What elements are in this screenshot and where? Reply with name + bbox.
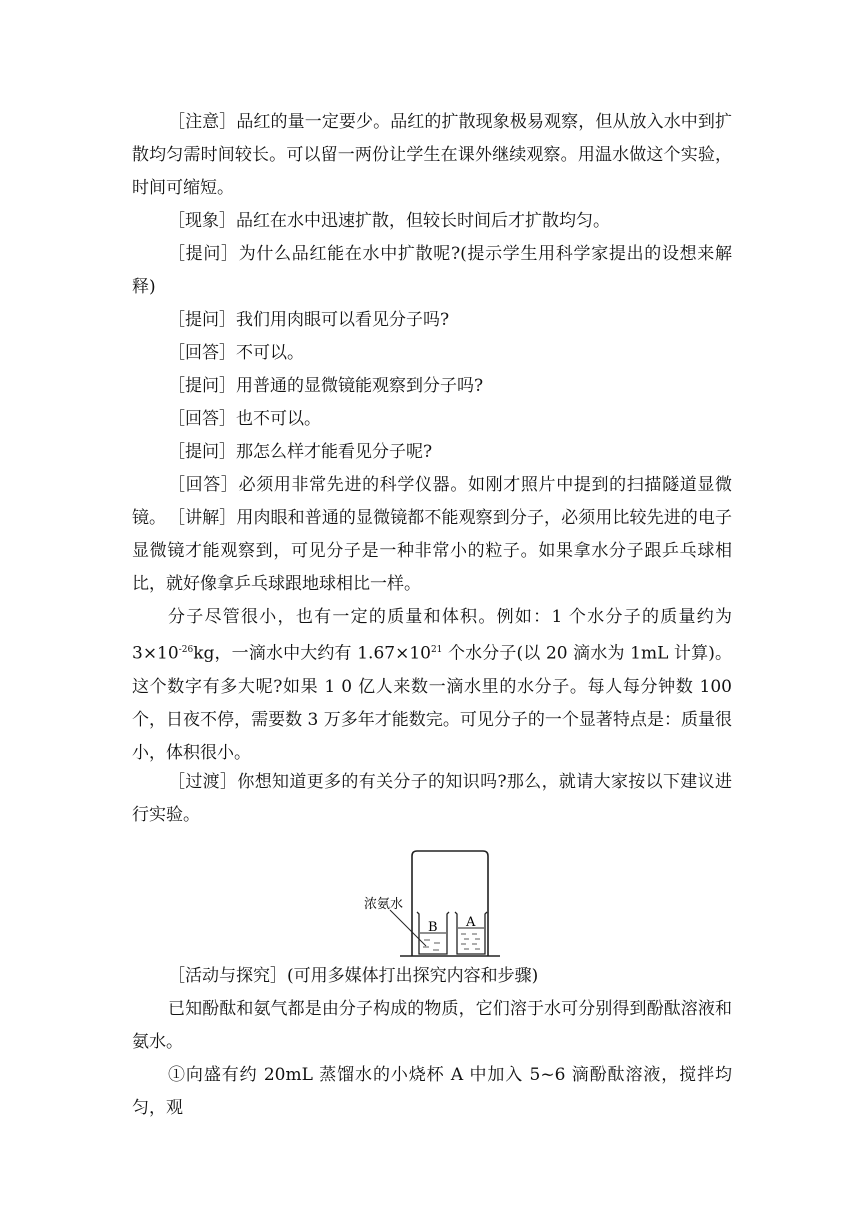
answer-paragraph-3: ［回答］必须用非常先进的科学仪器。如刚才照片中提到的扫描隧道显微镜。 (132, 475, 732, 528)
beaker-a-liquid (461, 934, 480, 949)
experiment-figure (360, 848, 520, 958)
question-paragraph-3: ［提问］用普通的显微镜能观察到分子吗? (168, 376, 484, 396)
known-facts-paragraph: 已知酚酞和氨气都是由分子构成的物质，它们溶于水可分别得到酚酞溶液和氨水。 (132, 999, 732, 1052)
exponent-1: -26 (178, 645, 194, 655)
beaker-diagram (360, 848, 520, 958)
answer-paragraph-2: ［回答］也不可以。 (168, 409, 321, 429)
exponent-2: 21 (430, 645, 443, 655)
question-paragraph-2: ［提问］我们用肉眼可以看见分子吗? (168, 310, 450, 330)
answer-paragraph-1: ［回答］不可以。 (168, 343, 304, 363)
molecule-text-b: kg，一滴水中大约有 1.67×10 (193, 643, 431, 664)
step-one-paragraph: ①向盛有约 20mL 蒸馏水的小烧杯 A 中加入 5~6 滴酚酞溶液，搅拌均匀，观 (132, 1065, 732, 1118)
label-leader-line (390, 910, 426, 946)
large-beaker (412, 851, 488, 956)
explanation-paragraph: ［讲解］用肉眼和普通的显微镜都不能观察到分子，必须用比较先进的电子显微镜才能观察到，可见分子是一种非常小的粒子。如果拿水分子跟乒乓球相比，就好像拿乒乓球跟地球相比一样。 (132, 508, 732, 594)
molecule-size-paragraph (132, 601, 732, 770)
question-paragraph-1: ［提问］为什么品红能在水中扩散呢?(提示学生用科学家提出的设想来解释) (132, 244, 732, 297)
question-paragraph-4: ［提问］那怎么样才能看见分子呢? (168, 442, 433, 462)
activity-paragraph: ［活动与探究］(可用多媒体打出探究内容和步骤) (168, 966, 539, 986)
beaker-a-label: A (466, 915, 476, 930)
ammonia-label: 浓氨水 (364, 897, 404, 912)
note-paragraph: ［注意］品红的量一定要少。品红的扩散现象极易观察，但从放入水中到扩散均匀需时间较长。可以留一两份让学生在课外继续观察。用温水做这个实验，时间可缩短。 (132, 112, 732, 198)
molecule-text-c: 个水分子(以 20 滴水为 1mL 计算)。这个数字有多大呢?如果 1 0 亿人来数一滴水里的水分子。每人每分钟数 100 个，日夜不停，需要数 3 万多年才能数完。可见分子的一个显著特点是：质量很小，体积很小。 (132, 643, 732, 763)
beaker-b-label: B (428, 920, 438, 935)
molecule-text-a: 分子尽管很小，也有一定的质量和体积。例如：1 个水分子的质量约为 3×10 (132, 607, 732, 664)
phenomenon-paragraph: ［现象］品红在水中迅速扩散，但较长时间后才扩散均匀。 (168, 211, 610, 231)
transition-paragraph: ［过渡］你想知道更多的有关分子的知识吗?那么，就请大家按以下建议进行实验。 (132, 772, 732, 825)
